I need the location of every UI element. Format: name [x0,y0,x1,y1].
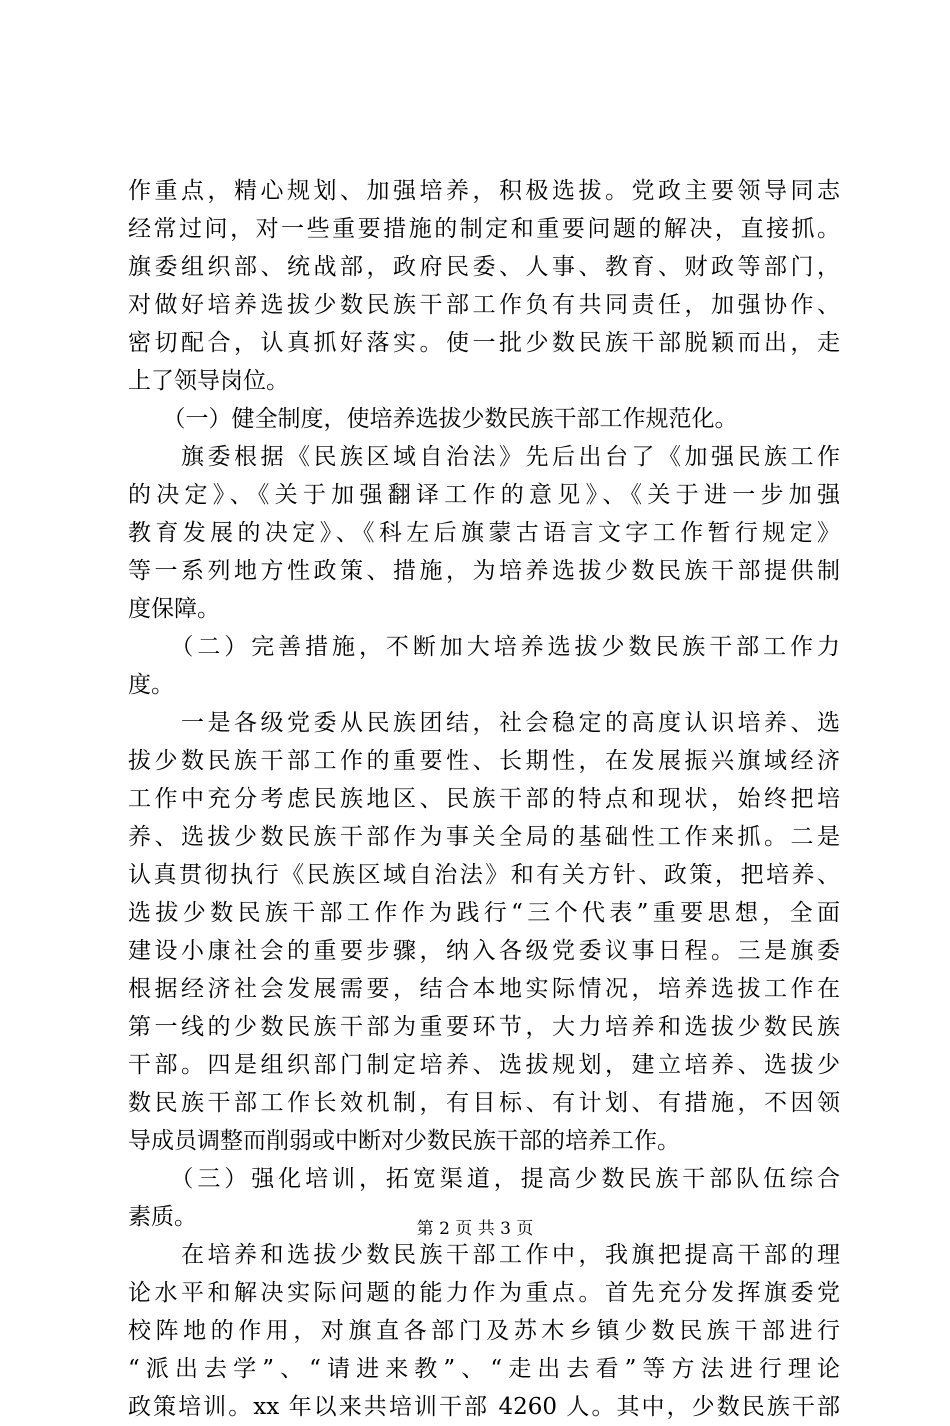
text-line: 建设小康社会的重要步骤，纳入各级党委议事日程。三是旗委 [128,938,840,964]
text-line: 干部。四是组织部门制定培养、选拔规划，建立培养、选拔少 [128,1052,840,1078]
section-heading: 度。 [128,672,174,698]
text-line: 上了领导岗位。 [128,368,289,394]
section-heading: （一）健全制度，使培养选拔少数民族干部工作规范化。 [128,406,738,432]
text-line: 拔少数民族干部工作的重要性、长期性，在发展振兴旗域经济 [128,748,840,774]
section-heading: （三）强化培训，拓宽渠道，提高少数民族干部队伍综合 [128,1166,840,1192]
section-heading: （二）完善措施，不断加大培养选拔少数民族干部工作力 [128,634,840,660]
text-line: “派出去学”、“请进来教”、“走出去看”等方法进行理论 [128,1356,840,1382]
text-line: 数民族干部工作长效机制，有目标、有计划、有措施，不因领 [128,1090,840,1116]
text-line: 旗委组织部、统战部，政府民委、人事、教育、财政等部门， [128,254,840,280]
section-heading: 素质。 [128,1204,197,1230]
text-line: 度保障。 [128,596,220,622]
page-number: 第 2 页 共 3 页 [416,1219,534,1239]
text-line: 等一系列地方性政策、措施，为培养选拔少数民族干部提供制 [128,558,840,584]
text-line: 政策培训。xx 年以来共培训干部 4260 人。其中，少数民族干部 [128,1394,840,1420]
text-line: 密切配合，认真抓好落实。使一批少数民族干部脱颖而出，走 [128,330,840,356]
text-line: 第一线的少数民族干部为重要环节，大力培养和选拔少数民族 [128,1014,840,1040]
text-line: 论水平和解决实际问题的能力作为重点。首先充分发挥旗委党 [128,1280,840,1306]
text-line: 养、选拔少数民族干部作为事关全局的基础性工作来抓。二是 [128,824,840,850]
text-line: 导成员调整而削弱或中断对少数民族干部的培养工作。 [128,1128,680,1154]
text-line: 选拔少数民族干部工作作为践行“三个代表”重要思想，全面 [128,900,840,926]
text-line: 旗委根据《民族区域自治法》先后出台了《加强民族工作 [128,444,840,470]
text-line: 在培养和选拔少数民族干部工作中，我旗把提高干部的理 [128,1242,840,1268]
text-line: 作重点，精心规划、加强培养，积极选拔。党政主要领导同志 [128,178,840,204]
text-line: 对做好培养选拔少数民族干部工作负有共同责任，加强协作、 [128,292,840,318]
text-line: 的决定》、《关于加强翻译工作的意见》、《关于进一步加强 [128,482,840,508]
page-footer [0,1218,950,1240]
text-line: 校阵地的作用，对旗直各部门及苏木乡镇少数民族干部进行 [128,1318,840,1344]
text-line: 教育发展的决定》、《科左后旗蒙古语言文字工作暂行规定》 [128,520,840,546]
text-line: 认真贯彻执行《民族区域自治法》和有关方针、政策，把培养、 [128,862,840,888]
text-line: 工作中充分考虑民族地区、民族干部的特点和现状，始终把培 [128,786,840,812]
text-line: 一是各级党委从民族团结，社会稳定的高度认识培养、选 [128,710,840,736]
text-line: 经常过问，对一些重要措施的制定和重要问题的解决，直接抓。 [128,216,840,242]
text-line: 根据经济社会发展需要，结合本地实际情况，培养选拔工作在 [128,976,840,1002]
